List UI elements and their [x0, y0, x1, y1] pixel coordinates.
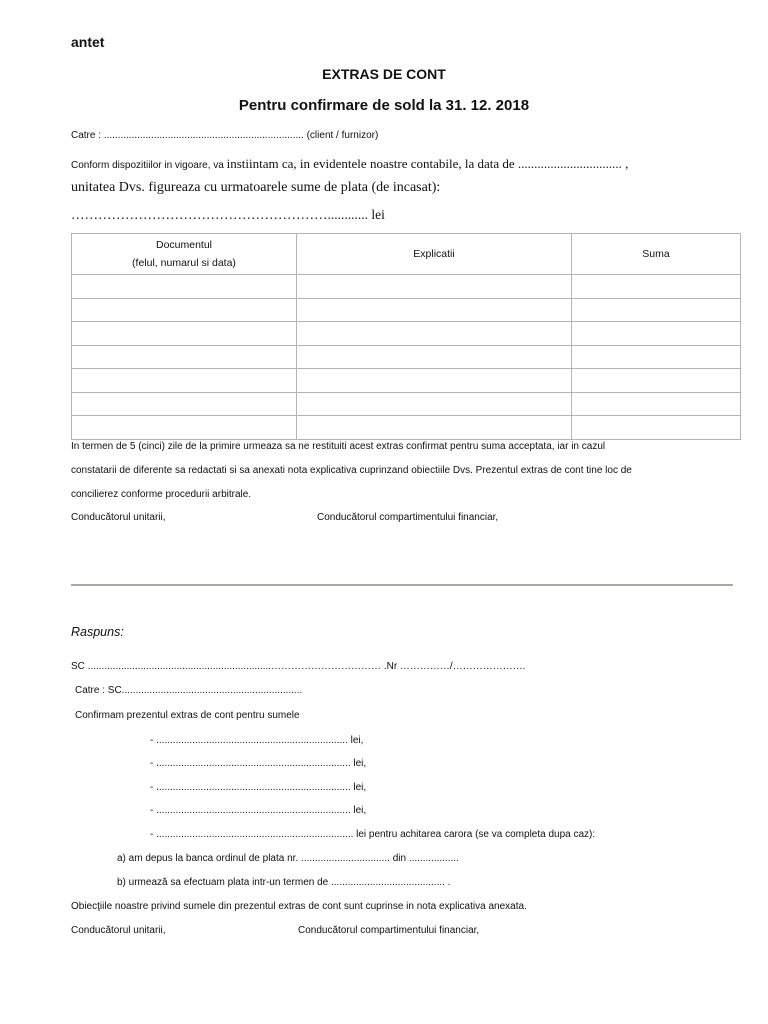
table-cell[interactable] — [297, 392, 572, 416]
table-cell[interactable] — [572, 392, 741, 416]
table-cell[interactable] — [72, 416, 297, 440]
document-title: EXTRAS DE CONT — [322, 66, 446, 82]
unitatea-line: unitatea Dvs. figureaza cu urmatoarele sume de plata (de incasat): — [71, 180, 441, 195]
section-divider — [71, 584, 733, 586]
table-row — [72, 345, 741, 369]
header-documentul-subtitle: (felul, numarul si data) — [132, 257, 236, 269]
table-cell[interactable] — [297, 369, 572, 393]
response-amount-2: - ...................................................................... lei, — [150, 758, 367, 769]
header-suma: Suma — [572, 234, 741, 275]
table-row — [72, 392, 741, 416]
table-cell[interactable] — [297, 275, 572, 299]
table-cell[interactable] — [572, 369, 741, 393]
conform-part-sans: Conform dispozitiilor in vigoare, va — [71, 160, 227, 171]
response-option-a: a) am depus la banca ordinul de plata nr. ................................ din .................. — [117, 853, 459, 864]
terms-line-3: concilierez conforme procedurii arbitrale. — [71, 489, 252, 500]
catre-line: Catre : ........................................................................ (client / furnizor) — [71, 130, 379, 141]
table-cell[interactable] — [572, 345, 741, 369]
response-confirmam: Confirmam prezentul extras de cont pentru sumele — [75, 710, 300, 721]
document-subtitle: Pentru confirmare de sold la 31. 12. 2018 — [238, 97, 530, 114]
table-cell[interactable] — [572, 416, 741, 440]
table-cell[interactable] — [72, 369, 297, 393]
table-cell[interactable] — [297, 345, 572, 369]
header-documentul — [72, 234, 297, 275]
table-cell[interactable] — [297, 298, 572, 322]
response-obiectiile: Obiecţiile noastre privind sumele din prezentul extras de cont sunt cuprinse in nota explicativa anexata. — [71, 901, 527, 912]
table-cell[interactable] — [572, 298, 741, 322]
response-catre-sc: Catre : SC................................................................. — [75, 685, 303, 696]
response-amount-1: - ..................................................................... lei, — [150, 735, 364, 746]
table-cell[interactable] — [72, 275, 297, 299]
response-amount-4: - ...................................................................... lei, — [150, 805, 367, 816]
table-cell[interactable] — [572, 275, 741, 299]
response-option-b: b) urmează sa efectuam plata intr-un termen de ......................................... . — [117, 877, 451, 888]
response-amount-3: - ...................................................................... lei, — [150, 782, 367, 793]
table-header-row — [72, 234, 741, 275]
statement-table — [71, 233, 741, 440]
table-cell[interactable] — [297, 416, 572, 440]
signature-director: Conducătorul unitarii, — [71, 512, 166, 523]
table-cell[interactable] — [297, 322, 572, 346]
response-heading: Raspuns: — [71, 625, 124, 639]
header-explicatii: Explicatii — [297, 234, 572, 275]
header-documentul-title: Documentul — [155, 239, 213, 251]
signature-financial: Conducătorul compartimentului financiar, — [317, 512, 499, 523]
table-row — [72, 298, 741, 322]
response-amount-5: - ....................................................................... lei pentru achitarea carora (se va completa dupa caz): — [150, 829, 596, 840]
antet-label: antet — [71, 34, 105, 50]
table-cell[interactable] — [72, 298, 297, 322]
table-cell[interactable] — [72, 392, 297, 416]
terms-line-2: constatarii de diferente sa redactati si sa anexati nota explicativa cuprinzand obiectiile Dvs. Prezentul extras de cont tine loc de — [71, 465, 632, 476]
table-cell[interactable] — [72, 322, 297, 346]
conform-part-serif: instiintam ca, in evidentele noastre contabile, la data de ................................ , — [226, 156, 629, 171]
table-cell[interactable] — [72, 345, 297, 369]
table-row — [72, 275, 741, 299]
response-sc-line: SC ..................................................................…………………………… .Nr ……………/…………………. — [71, 661, 526, 672]
response-signature-director: Conducătorul unitarii, — [71, 925, 166, 936]
table-cell[interactable] — [572, 322, 741, 346]
lei-line: …………………………………………………............ lei — [71, 207, 385, 222]
table-row — [72, 416, 741, 440]
table-row — [72, 322, 741, 346]
terms-line-1: In termen de 5 (cinci) zile de la primire urmeaza sa ne restituiti acest extras confirmat pentru suma acceptata, iar in cazul — [71, 441, 606, 452]
response-signature-financial: Conducătorul compartimentului financiar, — [298, 925, 480, 936]
table-row — [72, 369, 741, 393]
conform-line — [71, 155, 628, 173]
